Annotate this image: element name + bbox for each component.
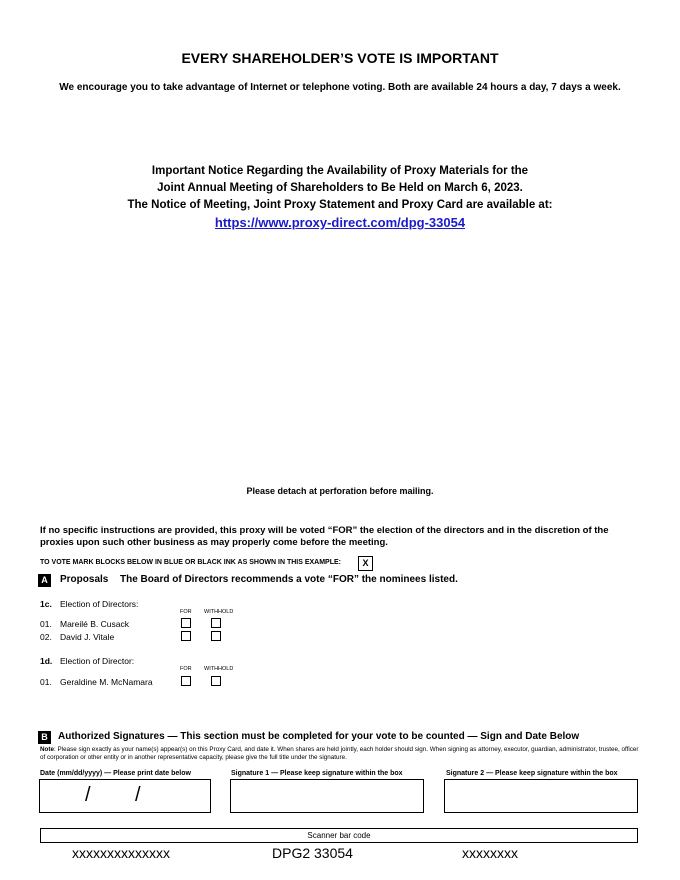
nominee-name-vitale: David J. Vitale <box>60 632 115 642</box>
mcnamara-for-checkbox[interactable] <box>181 676 191 686</box>
default-vote-instructions: If no specific instructions are provided, this proxy will be voted “FOR” the election of the directors and in the discretion of the proxies upon such other business as may properly come before the meeting. <box>40 525 609 548</box>
nominee-number: 01. <box>40 619 52 629</box>
vote-mark-instructions: TO VOTE MARK BLOCKS BELOW IN BLUE OR BLACK INK AS SHOWN IN THIS EXAMPLE: <box>40 559 341 566</box>
nominee-number: 02. <box>40 632 52 642</box>
code-right: xxxxxxxx <box>462 845 518 861</box>
withhold-column-header: WITHHOLD <box>204 609 234 615</box>
vitale-for-checkbox[interactable] <box>181 631 191 641</box>
cusack-withhold-checkbox[interactable] <box>211 618 221 628</box>
proposal-1c-label: Election of Directors: <box>60 599 139 609</box>
proposals-heading: Proposals <box>60 574 109 585</box>
proxy-materials-link[interactable]: https://www.proxy-direct.com/dpg-33054 <box>214 215 466 230</box>
note-label: Note <box>40 746 54 753</box>
for-column-header: FOR <box>180 666 192 672</box>
proposal-1c-number: 1c. <box>40 599 52 609</box>
section-a-badge: A <box>38 574 51 587</box>
notice-line-2: Joint Annual Meeting of Shareholders to Be Held on March 6, 2023. <box>157 182 523 194</box>
date-separators: / / <box>85 784 141 806</box>
signature-2-box[interactable] <box>444 779 638 813</box>
scanner-bar-code: Scanner bar code <box>40 828 638 843</box>
detach-notice: Please detach at perforation before mailing. <box>246 486 434 496</box>
signature-2-label: Signature 2 — Please keep signature within the box <box>446 770 618 777</box>
authorized-signatures-heading: Authorized Signatures — This section must be completed for your vote to be counted — Sign and Date Below <box>58 731 580 742</box>
board-recommendation: The Board of Directors recommends a vote “FOR” the nominees listed. <box>120 574 458 585</box>
proposal-1d-label: Election of Director: <box>60 656 135 666</box>
for-column-header: FOR <box>180 609 192 615</box>
signature-1-label: Signature 1 — Please keep signature within the box <box>231 770 403 777</box>
section-b-badge: B <box>38 731 51 744</box>
signature-1-box[interactable] <box>230 779 424 813</box>
notice-line-1: Important Notice Regarding the Availability of Proxy Materials for the <box>151 165 529 177</box>
withhold-column-header: WITHHOLD <box>204 666 234 672</box>
nominee-name-cusack: Mareilé B. Cusack <box>60 619 129 629</box>
proxy-notice <box>0 163 680 231</box>
example-mark-box: X <box>358 556 373 571</box>
nominee-name-mcnamara: Geraldine M. McNamara <box>60 677 153 687</box>
vitale-withhold-checkbox[interactable] <box>211 631 221 641</box>
encourage-text: We encourage you to take advantage of Internet or telephone voting. Both are available 24 hours a day, 7 days a week. <box>59 82 621 93</box>
date-field-label: Date (mm/dd/yyyy) — Please print date below <box>40 770 191 777</box>
mcnamara-withhold-checkbox[interactable] <box>211 676 221 686</box>
cusack-for-checkbox[interactable] <box>181 618 191 628</box>
notice-line-3: The Notice of Meeting, Joint Proxy Statement and Proxy Card are available at: <box>127 199 553 211</box>
note-text: : Please sign exactly as your name(s) appear(s) on this Proxy Card, and date it. When shares are held jointly, each holder should sign. When signing as attorney, executor, guardian, administrator, trustee, officer of corporation or other entity or in another representative capacity, please give the full title under the signature. <box>40 746 639 761</box>
nominee-number: 01. <box>40 677 52 687</box>
page-title: EVERY SHAREHOLDER’S VOTE IS IMPORTANT <box>181 50 499 66</box>
code-left: xxxxxxxxxxxxxx <box>72 845 170 861</box>
proposal-1d-number: 1d. <box>40 656 53 666</box>
signature-note <box>40 746 640 762</box>
code-center: DPG2 33054 <box>272 845 353 861</box>
